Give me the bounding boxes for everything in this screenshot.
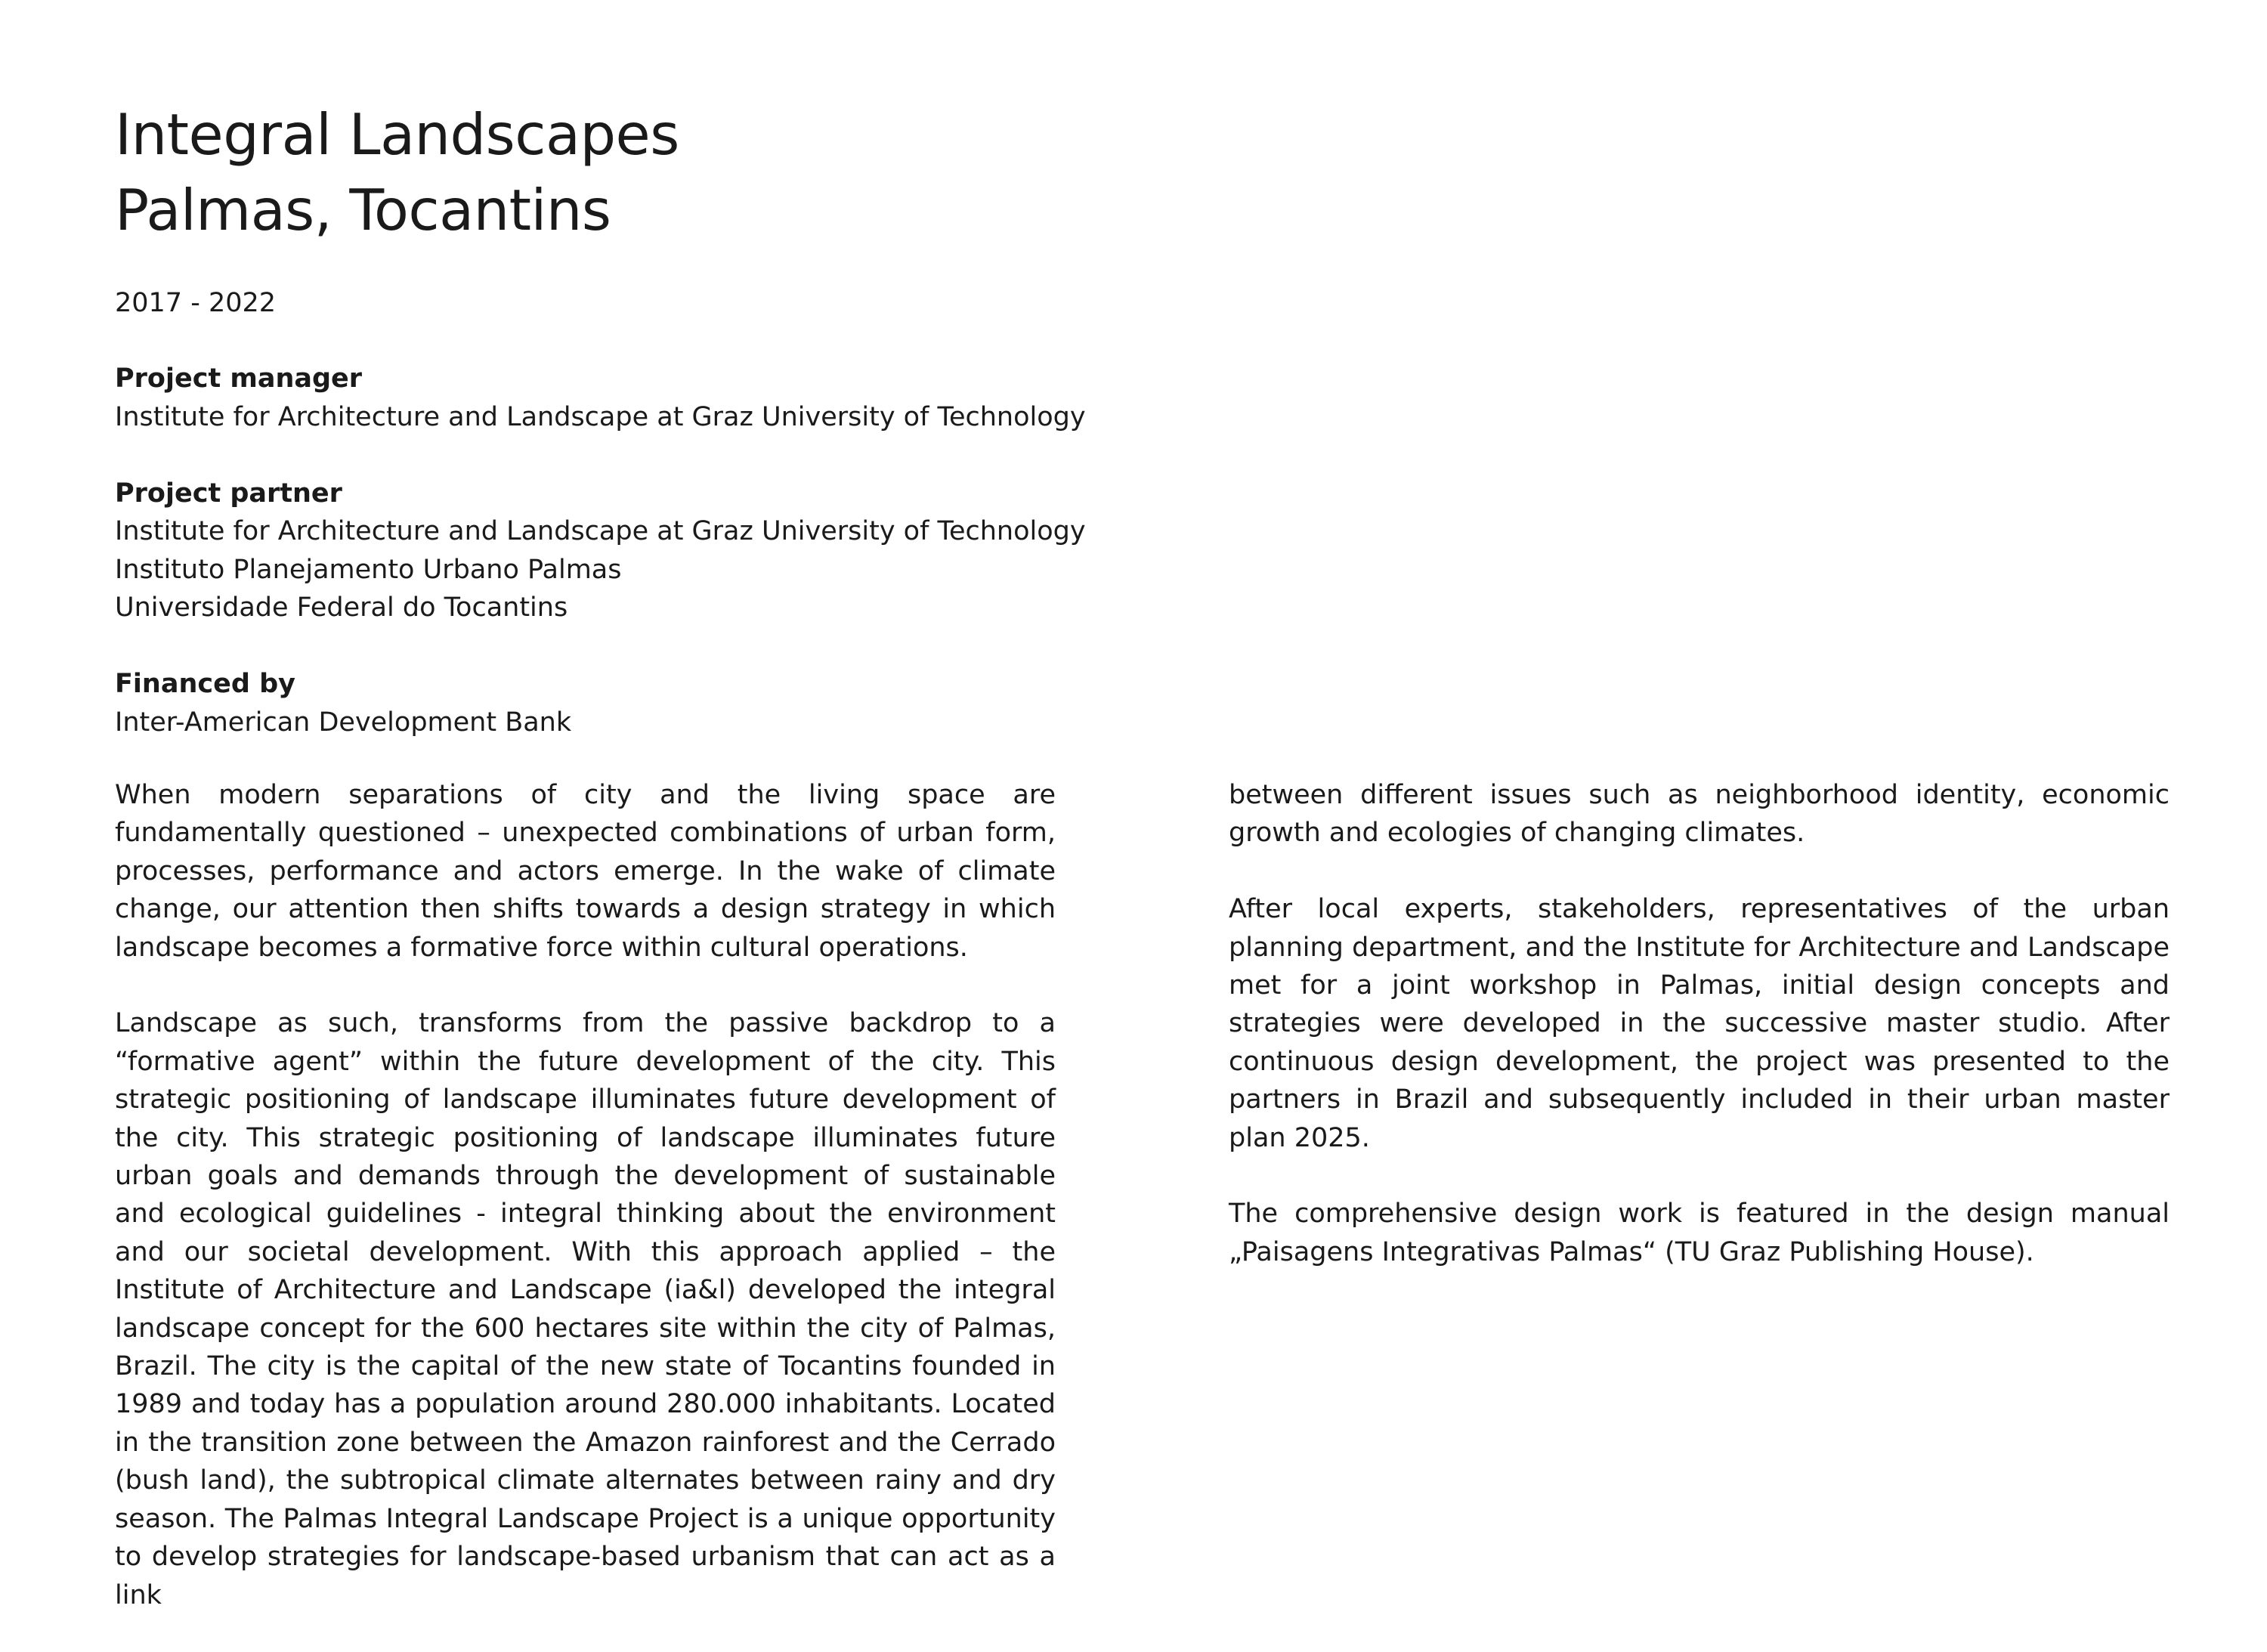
project-partner-value: Institute for Architecture and Landscape at Graz University of Technology (115, 516, 1086, 546)
financed-by-label: Financed by (115, 669, 295, 699)
body-paragraph: Landscape as such, transforms from the passive backdrop to a “formative agent” within the future development of the city. This strategic positioning of landscape illuminates future development of the city. This strategic positioning of landscape illuminates future urban goals and demands through the development of sustainable and ecological guidelines - integral thinking about the environment and our societal development. With this approach applied – the Institute of Architecture and Landscape (ia&l) developed the integral landscape concept for the 600 hectares site within the city of Palmas, Brazil. The city is the capital of the new state of Tocantins founded in 1989 and today has a population around 280.000 inhabitants. Located in the transition zone between the Amazon rainforest and the Cerrado (bush land), the subtropical climate alternates between rainy and dry season. The Palmas Integral Landscape Project is a unique opportunity to develop strategies for landscape-based urbanism that can act as a link (115, 1008, 1056, 1610)
financed-by-section (115, 665, 1112, 741)
body-paragraph: After local experts, stakeholders, representatives of the urban planning department, and the Institute for Architecture and Landscape met for a joint workshop in Palmas, initial design concepts and strategies were developed in the successive master studio. After continuous design development, the project was presented to the partners in Brazil and subsequently included in their urban master plan 2025. (1229, 894, 2170, 1153)
title-line-1: Integral Landscapes (115, 101, 679, 168)
project-info (115, 360, 1112, 780)
body-column-right (1229, 776, 2170, 1310)
body-paragraph: The comprehensive design work is featured in the design manual „Paisagens Integrativas Palmas“ (TU Graz Publishing House). (1229, 1199, 2170, 1267)
project-manager-value: Institute for Architecture and Landscape at Graz University of Technology (115, 401, 1086, 432)
page-title (115, 97, 679, 248)
project-partner-section (115, 475, 1112, 627)
project-partner-value: Instituto Planejamento Urbano Palmas (115, 554, 622, 585)
project-years: 2017 - 2022 (115, 288, 277, 318)
project-partner-label: Project partner (115, 478, 342, 509)
project-manager-section (115, 360, 1112, 436)
title-line-2: Palmas, Tocantins (115, 177, 611, 243)
project-manager-label: Project manager (115, 364, 363, 394)
project-partner-value: Universidade Federal do Tocantins (115, 592, 568, 623)
body-column-left (115, 776, 1056, 1652)
body-paragraph: When modern separations of city and the living space are fundamentally questioned – unexpected combinations of urban form, processes, performance and actors emerge. In the wake of climate change, our attention then shifts towards a design strategy in which landscape becomes a formative force within cultural operations. (115, 780, 1056, 963)
financed-by-value: Inter-American Development Bank (115, 707, 572, 738)
body-paragraph: between different issues such as neighborhood identity, economic growth and ecologies of changing climates. (1229, 780, 2170, 849)
